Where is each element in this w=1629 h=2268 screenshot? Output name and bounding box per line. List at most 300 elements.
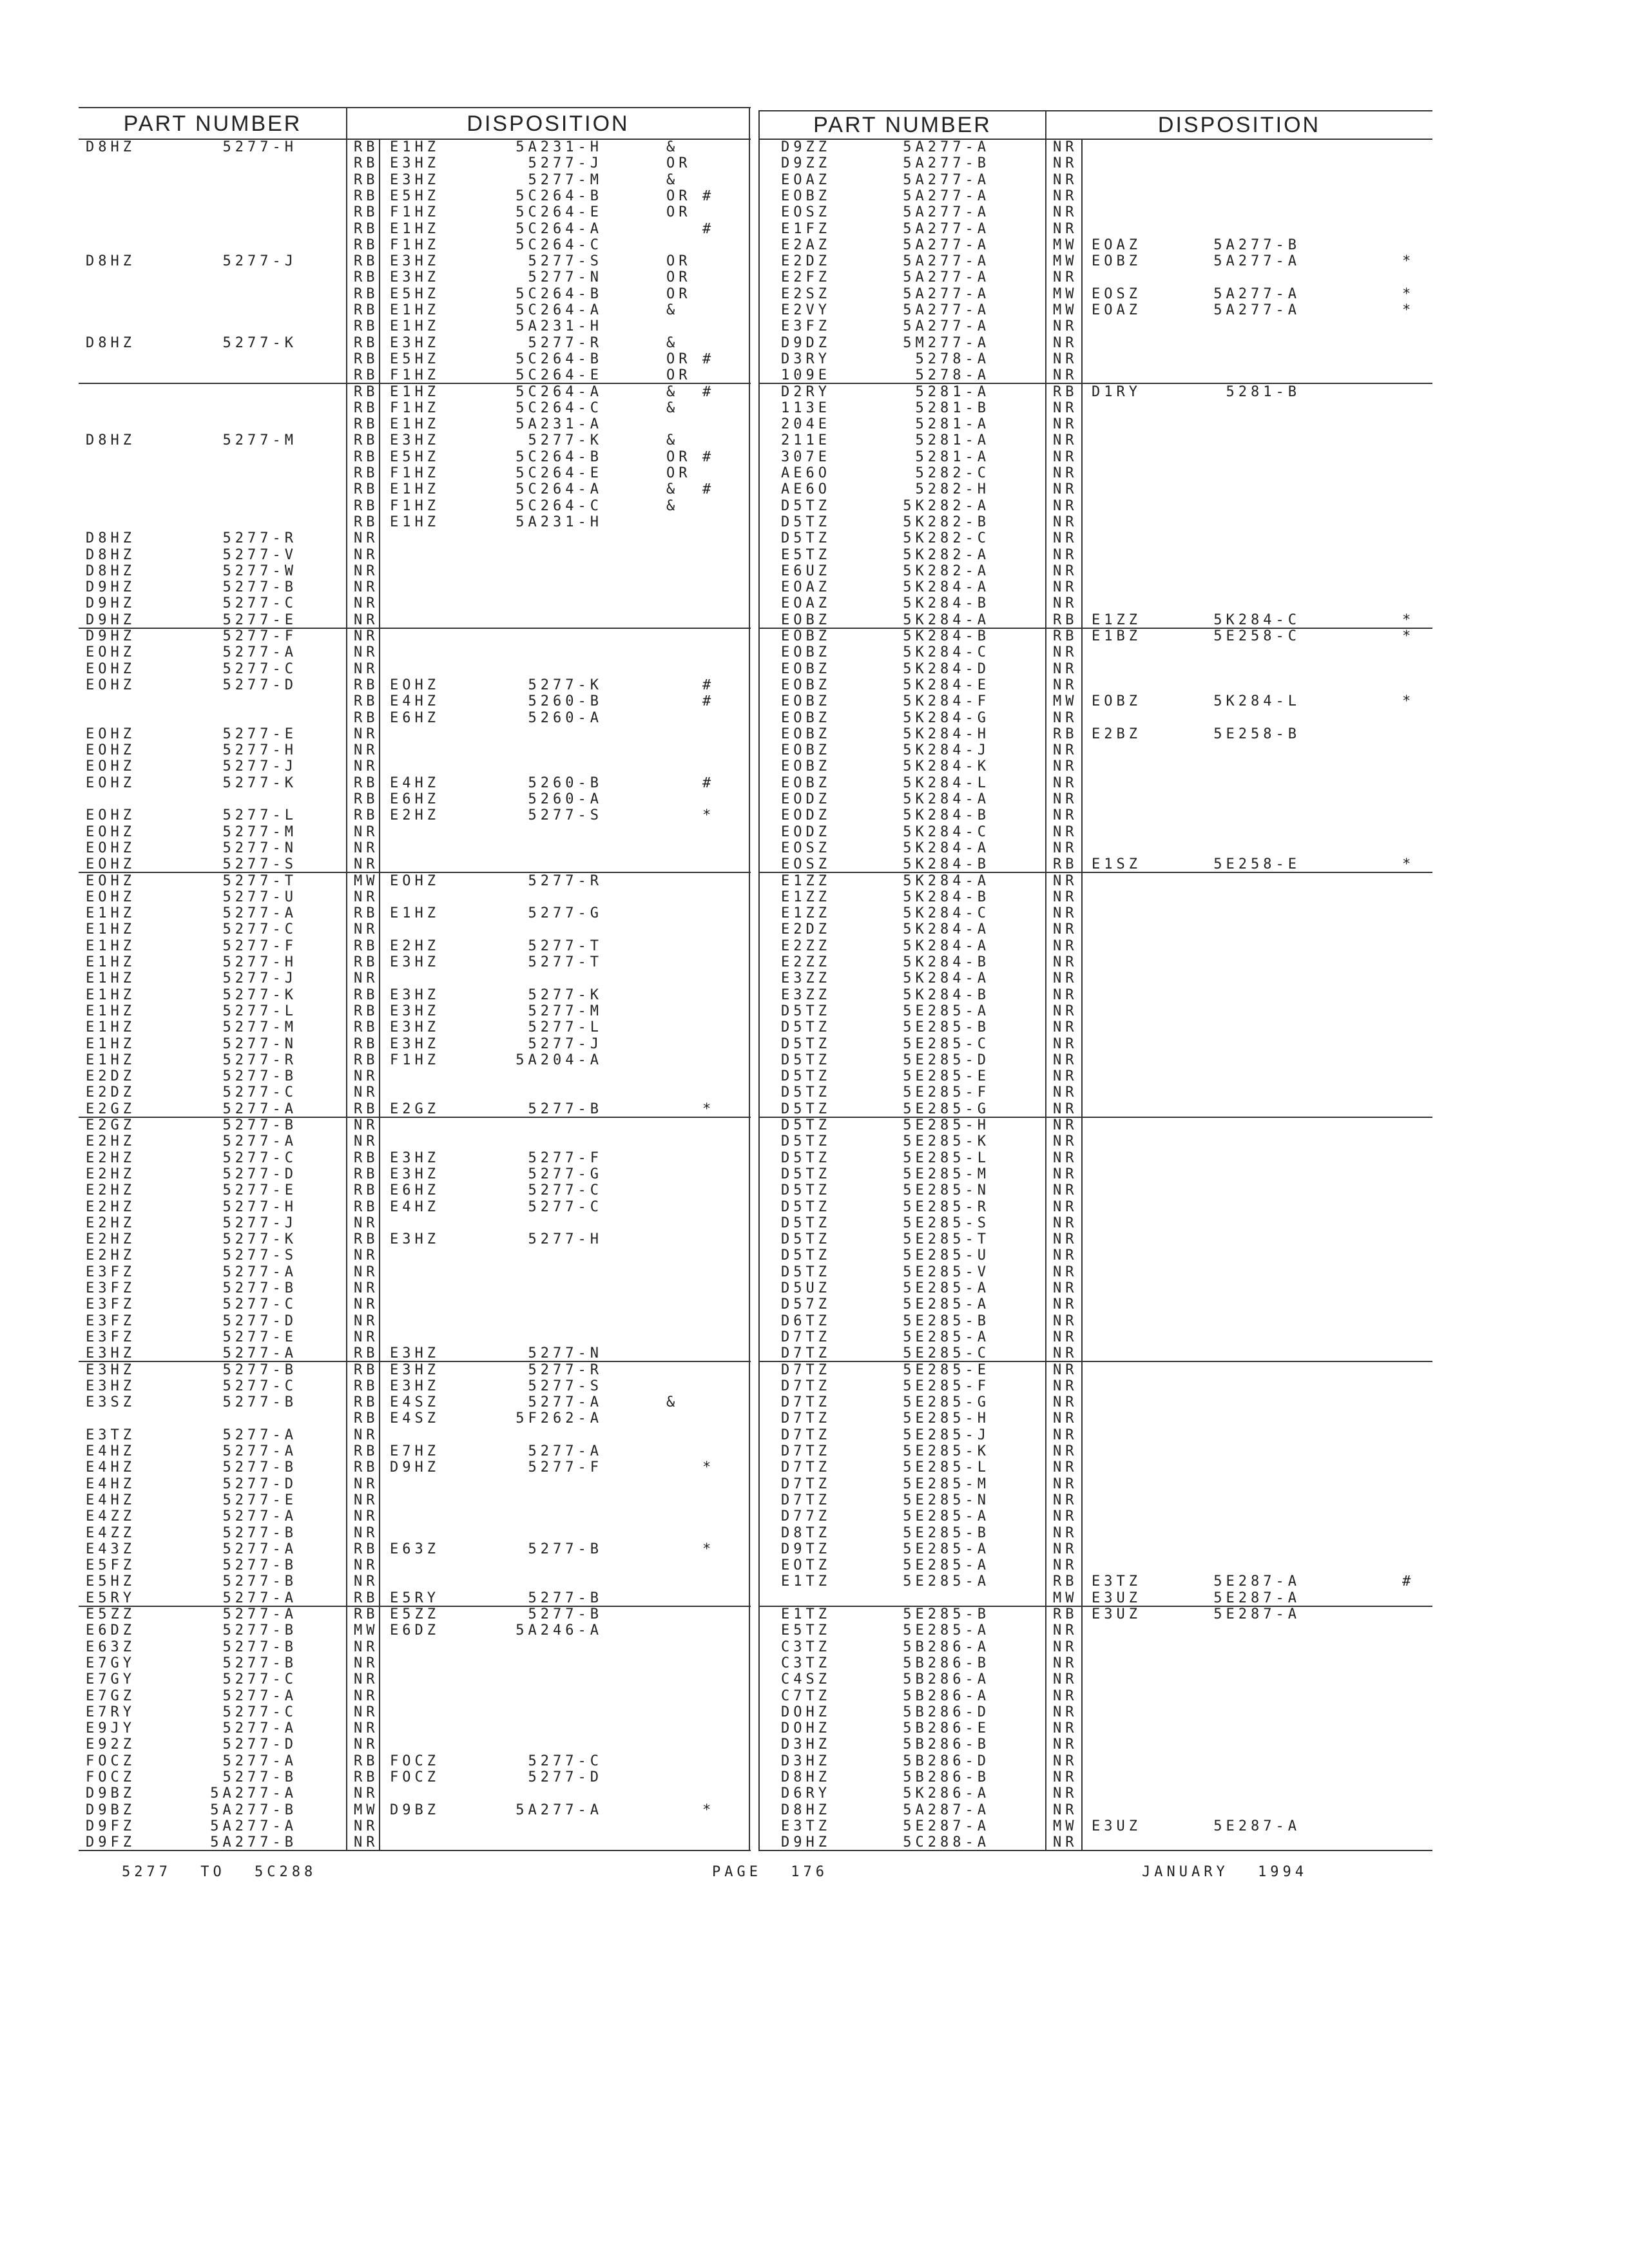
replacement-prefix: E1HZ	[390, 481, 439, 498]
part-number: 5E285-A	[903, 1508, 990, 1525]
replacement-prefix: E4HZ	[390, 774, 439, 791]
disposition-code: RB	[354, 383, 379, 400]
part-prefix: E4HZ	[86, 1475, 135, 1492]
condition-flag: &	[666, 171, 679, 188]
part-prefix: 307E	[781, 448, 831, 465]
disposition-code: MW	[354, 1802, 379, 1818]
part-number: 5A277-B	[903, 155, 990, 172]
left-table-row	[0, 1508, 754, 1524]
disposition-code: NR	[354, 530, 379, 547]
disposition-code: RB	[354, 285, 379, 302]
right-table-row	[754, 1182, 1463, 1198]
disposition-code: NR	[354, 1084, 379, 1101]
replacement-number: 5277-C	[528, 1182, 602, 1199]
part-prefix: D7TZ	[781, 1378, 831, 1394]
disposition-code: RB	[354, 986, 379, 1003]
left-table-row	[0, 1622, 754, 1639]
replacement-prefix: E6HZ	[390, 791, 439, 807]
disposition-code: NR	[1053, 677, 1078, 693]
disposition-code: NR	[354, 1704, 379, 1720]
right-table-row	[754, 1231, 1463, 1247]
part-number: 5277-W	[222, 562, 297, 579]
part-number: 5E285-C	[903, 1035, 990, 1052]
replacement-number: 5277-L	[528, 1019, 602, 1036]
part-prefix: EOBZ	[781, 742, 831, 759]
left-table-row	[0, 253, 754, 269]
right-table-row	[754, 188, 1463, 204]
disposition-code: NR	[1053, 1068, 1078, 1085]
left-table-row	[0, 1459, 754, 1475]
part-number: 5K282-A	[903, 497, 990, 514]
part-number: 5A277-A	[210, 1785, 297, 1802]
part-prefix: E4HZ	[86, 1492, 135, 1508]
disposition-code: NR	[1053, 1475, 1078, 1492]
part-number: 5277-A	[222, 1590, 297, 1606]
part-number: 5281-A	[915, 416, 990, 433]
part-prefix: D9TZ	[781, 1541, 831, 1557]
note-mark: #	[702, 383, 715, 400]
left-table-row	[0, 775, 754, 791]
right-part-number-header: PART NUMBER	[813, 113, 992, 137]
left-table-row	[0, 1639, 754, 1655]
part-number: 5278-A	[915, 351, 990, 367]
part-number: 5277-R	[222, 1052, 297, 1068]
replacement-number: 5277-D	[528, 1769, 602, 1785]
left-table-row	[0, 856, 754, 872]
part-prefix: D9HZ	[86, 628, 135, 644]
replacement-prefix: EOAZ	[1092, 302, 1141, 318]
disposition-code: RB	[1053, 383, 1078, 400]
part-prefix: D5TZ	[781, 1215, 831, 1231]
part-number: 5K284-B	[903, 986, 990, 1003]
replacement-number: 5E258-E	[1213, 856, 1300, 873]
right-table-row	[754, 204, 1463, 220]
part-prefix: E2HZ	[86, 1182, 135, 1199]
part-prefix: D6RY	[781, 1785, 831, 1802]
note-mark: *	[1402, 856, 1415, 873]
left-table-row	[0, 384, 754, 400]
disposition-code: NR	[1053, 432, 1078, 449]
left-table-row	[0, 693, 754, 709]
replacement-number: 5277-R	[528, 334, 602, 351]
left-table-row	[0, 628, 754, 644]
part-prefix: E2FZ	[781, 269, 831, 286]
disposition-code: NR	[354, 1296, 379, 1313]
part-number: 5B286-A	[903, 1671, 990, 1688]
replacement-number: 5A277-A	[1213, 302, 1300, 318]
disposition-code: NR	[354, 660, 379, 677]
disposition-code: NR	[1053, 1704, 1078, 1720]
replacement-number: 5E287-A	[1213, 1590, 1300, 1606]
part-number: 5A277-A	[903, 269, 990, 286]
right-table-row	[754, 1036, 1463, 1052]
right-table-row	[754, 139, 1463, 155]
replacement-number: 5277-J	[528, 1035, 602, 1052]
part-prefix: 109E	[781, 367, 831, 384]
part-number: 5277-B	[222, 1769, 297, 1785]
disposition-code: NR	[1053, 1280, 1078, 1296]
part-number: 5277-U	[222, 889, 297, 905]
disposition-code: NR	[354, 1834, 379, 1851]
right-table-row	[754, 155, 1463, 171]
right-table-row	[754, 1247, 1463, 1264]
replacement-prefix: E3UZ	[1092, 1818, 1141, 1834]
left-table-row	[0, 954, 754, 970]
disposition-code: NR	[1053, 1687, 1078, 1704]
part-number: 5277-K	[222, 986, 297, 1003]
disposition-code: RB	[354, 1198, 379, 1215]
disposition-code: NR	[1053, 1802, 1078, 1818]
left-table-row	[0, 547, 754, 563]
part-number: 5K284-A	[903, 579, 990, 596]
part-prefix: E2ZZ	[781, 954, 831, 970]
part-prefix: E63Z	[86, 1639, 135, 1655]
disposition-code: MW	[1053, 693, 1078, 710]
part-prefix: D77Z	[781, 1508, 831, 1525]
part-prefix: E3FZ	[86, 1280, 135, 1296]
part-prefix: EOBZ	[781, 187, 831, 204]
part-number: 5E285-A	[903, 1003, 990, 1019]
replacement-prefix: E3HZ	[390, 954, 439, 970]
left-table-row	[0, 1606, 754, 1622]
disposition-code: NR	[1053, 660, 1078, 677]
replacement-number: 5C264-E	[516, 465, 602, 481]
disposition-code: RB	[354, 302, 379, 318]
part-number: 5K284-J	[903, 742, 990, 759]
part-number: 5277-A	[222, 644, 297, 661]
replacement-number: 5277-J	[528, 155, 602, 172]
part-number: 5277-H	[222, 954, 297, 970]
part-prefix: E1TZ	[781, 1606, 831, 1622]
part-number: 5277-N	[222, 1035, 297, 1052]
part-number: 5K284-A	[903, 791, 990, 807]
part-prefix: AE6O	[781, 481, 831, 498]
condition-flag: OR	[666, 269, 691, 286]
part-prefix: E3FZ	[86, 1312, 135, 1329]
left-table-row	[0, 1296, 754, 1312]
part-prefix: E1HZ	[86, 986, 135, 1003]
part-prefix: E3FZ	[86, 1296, 135, 1313]
disposition-code: NR	[1053, 1361, 1078, 1378]
part-prefix: D8HZ	[86, 546, 135, 563]
disposition-code: NR	[1053, 465, 1078, 481]
part-prefix: EOBZ	[781, 644, 831, 661]
right-table-row	[754, 1671, 1463, 1687]
part-prefix: D9HZ	[86, 595, 135, 612]
left-table-row	[0, 1264, 754, 1280]
left-table-row	[0, 1068, 754, 1084]
disposition-code: RB	[354, 1378, 379, 1394]
part-prefix: E1HZ	[86, 1035, 135, 1052]
part-number: 5277-J	[222, 1215, 297, 1231]
disposition-code: NR	[354, 1312, 379, 1329]
part-number: 5278-A	[915, 367, 990, 384]
part-prefix: E4HZ	[86, 1443, 135, 1459]
part-prefix: E92Z	[86, 1736, 135, 1753]
disposition-code: RB	[354, 220, 379, 237]
disposition-code: NR	[1053, 1100, 1078, 1117]
disposition-code: NR	[1053, 1557, 1078, 1574]
disposition-code: NR	[354, 1247, 379, 1264]
part-prefix: E1HZ	[86, 1003, 135, 1019]
disposition-code: NR	[1053, 1052, 1078, 1068]
left-table-row	[0, 661, 754, 677]
part-number: 5E285-A	[903, 1557, 990, 1574]
right-table-row	[754, 302, 1463, 318]
replacement-prefix: F1HZ	[390, 236, 439, 253]
left-table-row	[0, 1345, 754, 1361]
part-prefix: D7TZ	[781, 1361, 831, 1378]
disposition-code: NR	[354, 1687, 379, 1704]
disposition-code: RB	[354, 448, 379, 465]
replacement-number: 5277-M	[528, 171, 602, 188]
part-number: 5K284-B	[903, 595, 990, 612]
disposition-code: NR	[1053, 579, 1078, 596]
part-prefix: EOAZ	[781, 171, 831, 188]
part-prefix: EOAZ	[781, 579, 831, 596]
part-number: 5277-E	[222, 1182, 297, 1199]
left-table-row	[0, 1818, 754, 1834]
disposition-code: NR	[1053, 1524, 1078, 1541]
note-mark: *	[1402, 628, 1415, 644]
part-prefix: 204E	[781, 416, 831, 433]
part-number: 5E285-H	[903, 1410, 990, 1427]
part-prefix: E2HZ	[86, 1166, 135, 1182]
part-prefix: E1HZ	[86, 921, 135, 938]
part-number: 5B286-A	[903, 1639, 990, 1655]
replacement-prefix: E2HZ	[390, 937, 439, 954]
replacement-number: 5277-C	[528, 1198, 602, 1215]
part-number: 5277-S	[222, 1247, 297, 1264]
part-prefix: EOHZ	[86, 644, 135, 661]
replacement-prefix: E4SZ	[390, 1410, 439, 1427]
replacement-prefix: EOHZ	[390, 872, 439, 889]
footer-date: JANUARY 1994	[1142, 1864, 1307, 1880]
part-number: 5B286-D	[903, 1753, 990, 1769]
note-mark: *	[702, 1541, 715, 1557]
part-number: 5277-D	[222, 1736, 297, 1753]
part-prefix: D7TZ	[781, 1427, 831, 1443]
left-table-row	[0, 677, 754, 693]
right-table-row	[754, 775, 1463, 791]
part-number: 5277-J	[222, 970, 297, 987]
disposition-code: RB	[354, 497, 379, 514]
note-mark: *	[702, 1459, 715, 1476]
part-prefix: EOBZ	[781, 628, 831, 644]
left-table-row	[0, 498, 754, 514]
replacement-number: 5277-B	[528, 1606, 602, 1622]
left-table-row	[0, 1557, 754, 1573]
part-prefix: D7TZ	[781, 1329, 831, 1345]
right-table-row	[754, 1345, 1463, 1361]
part-number: 5K284-C	[903, 905, 990, 922]
disposition-code: RB	[354, 954, 379, 970]
part-number: 5277-B	[222, 1573, 297, 1590]
right-table-row	[754, 335, 1463, 351]
condition-flag: OR	[666, 204, 691, 221]
disposition-code: MW	[1053, 1818, 1078, 1834]
part-number: 5277-C	[222, 1149, 297, 1166]
part-prefix: EOHZ	[86, 677, 135, 693]
disposition-code: NR	[354, 1720, 379, 1737]
disposition-code: RB	[354, 1753, 379, 1769]
part-prefix: E2ZZ	[781, 937, 831, 954]
disposition-code: NR	[354, 1264, 379, 1280]
condition-flag: OR	[666, 155, 691, 172]
right-table-row	[754, 840, 1463, 856]
left-table-row	[0, 1313, 754, 1329]
replacement-number: 5260-A	[528, 709, 602, 726]
disposition-code: NR	[354, 1427, 379, 1443]
right-table-row	[754, 1378, 1463, 1394]
part-prefix: EOSZ	[781, 840, 831, 856]
part-prefix: D5TZ	[781, 497, 831, 514]
part-number: 5277-C	[222, 595, 297, 612]
part-prefix: E5TZ	[781, 1622, 831, 1639]
part-number: 5281-A	[915, 383, 990, 400]
left-part-number-header: PART NUMBER	[123, 111, 302, 136]
part-prefix: D5TZ	[781, 1198, 831, 1215]
disposition-code: NR	[354, 546, 379, 563]
part-prefix: D3HZ	[781, 1753, 831, 1769]
disposition-code: RB	[354, 1149, 379, 1166]
replacement-number: 5260-A	[528, 791, 602, 807]
right-table-row	[754, 612, 1463, 628]
disposition-code: NR	[1053, 1671, 1078, 1688]
disposition-code: RB	[354, 204, 379, 221]
part-prefix: E1HZ	[86, 937, 135, 954]
condition-flag: OR	[666, 465, 691, 481]
part-prefix: D5TZ	[781, 1264, 831, 1280]
part-number: 5277-R	[222, 530, 297, 547]
left-table-row	[0, 1215, 754, 1231]
left-table-row	[0, 155, 754, 171]
disposition-code: RB	[354, 1052, 379, 1068]
replacement-number: 5277-K	[528, 432, 602, 449]
part-number: 5277-B	[222, 1361, 297, 1378]
replacement-prefix: EOAZ	[1092, 236, 1141, 253]
left-table-row	[0, 889, 754, 905]
replacement-prefix: E5RY	[390, 1590, 439, 1606]
replacement-prefix: E3HZ	[390, 1231, 439, 1248]
disposition-code: NR	[1053, 416, 1078, 433]
note-mark: #	[1402, 1573, 1415, 1590]
part-prefix: D5UZ	[781, 1280, 831, 1296]
right-table-row	[754, 824, 1463, 840]
replacement-prefix: E3UZ	[1092, 1606, 1141, 1622]
replacement-prefix: E6DZ	[390, 1622, 439, 1639]
disposition-code: RB	[1053, 856, 1078, 873]
right-table-row	[754, 1606, 1463, 1622]
part-prefix: E3HZ	[86, 1361, 135, 1378]
replacement-number: 5E287-A	[1213, 1818, 1300, 1834]
part-number: 5277-A	[222, 1720, 297, 1737]
disposition-code: NR	[354, 921, 379, 938]
replacement-prefix: E6HZ	[390, 709, 439, 726]
disposition-code: MW	[1053, 302, 1078, 318]
disposition-code: RB	[1053, 611, 1078, 628]
part-number: 5A277-A	[903, 236, 990, 253]
replacement-prefix: E1HZ	[390, 383, 439, 400]
part-prefix: E4ZZ	[86, 1508, 135, 1525]
left-table-row	[0, 1182, 754, 1198]
part-number: 5A287-A	[903, 1802, 990, 1818]
part-prefix: E1FZ	[781, 220, 831, 237]
part-prefix: D5TZ	[781, 514, 831, 530]
left-table-row	[0, 1541, 754, 1557]
disposition-code: NR	[354, 742, 379, 759]
part-number: 5K284-B	[903, 954, 990, 970]
left-table-row	[0, 1247, 754, 1264]
left-table-row	[0, 172, 754, 188]
left-table-row	[0, 1329, 754, 1345]
right-table-row	[754, 889, 1463, 905]
part-number: 5A277-B	[210, 1802, 297, 1818]
right-table-row	[754, 1557, 1463, 1573]
replacement-number: 5277-M	[528, 1003, 602, 1019]
right-table-row	[754, 1736, 1463, 1753]
part-prefix: EOHZ	[86, 889, 135, 905]
disposition-code: NR	[1053, 1622, 1078, 1639]
left-table-row	[0, 318, 754, 334]
part-prefix: E6DZ	[86, 1622, 135, 1639]
replacement-prefix: FOCZ	[390, 1753, 439, 1769]
replacement-prefix: E1HZ	[390, 416, 439, 433]
replacement-prefix: EOBZ	[1092, 253, 1141, 270]
disposition-code: NR	[354, 1329, 379, 1345]
disposition-code: RB	[354, 1231, 379, 1248]
part-number: 5277-B	[222, 1117, 297, 1133]
left-table-row	[0, 612, 754, 628]
left-table-row	[0, 302, 754, 318]
note-mark: #	[702, 187, 715, 204]
part-number: 5E285-E	[903, 1361, 990, 1378]
part-prefix: E1ZZ	[781, 889, 831, 905]
replacement-number: 5C264-E	[516, 367, 602, 384]
disposition-code: NR	[1053, 1133, 1078, 1150]
disposition-code: NR	[354, 1671, 379, 1688]
right-table-row	[754, 987, 1463, 1003]
right-table-row	[754, 1753, 1463, 1769]
part-prefix: C3TZ	[781, 1639, 831, 1655]
left-table-row	[0, 1573, 754, 1590]
disposition-code: RB	[354, 399, 379, 416]
part-prefix: C7TZ	[781, 1687, 831, 1704]
right-table-body	[754, 139, 1463, 1851]
part-number: 5E285-A	[903, 1622, 990, 1639]
part-prefix: E3TZ	[781, 1818, 831, 1834]
part-number: 5B286-B	[903, 1769, 990, 1785]
disposition-code: MW	[1053, 236, 1078, 253]
condition-flag: OR	[666, 448, 691, 465]
note-mark: *	[1402, 285, 1415, 302]
note-mark: *	[1402, 693, 1415, 710]
part-prefix: D7TZ	[781, 1443, 831, 1459]
part-number: 5K284-C	[903, 644, 990, 661]
left-table-row	[0, 595, 754, 611]
left-table-row	[0, 481, 754, 497]
right-table-row	[754, 1769, 1463, 1785]
right-table-row	[754, 1720, 1463, 1736]
replacement-prefix: D1RY	[1092, 383, 1141, 400]
part-number: 5281-A	[915, 432, 990, 449]
part-number: 5A277-A	[903, 302, 990, 318]
part-number: 5E285-L	[903, 1149, 990, 1166]
disposition-code: NR	[1053, 1003, 1078, 1019]
part-number: 5E285-L	[903, 1459, 990, 1476]
disposition-code: RB	[354, 1182, 379, 1199]
disposition-code: MW	[1053, 285, 1078, 302]
